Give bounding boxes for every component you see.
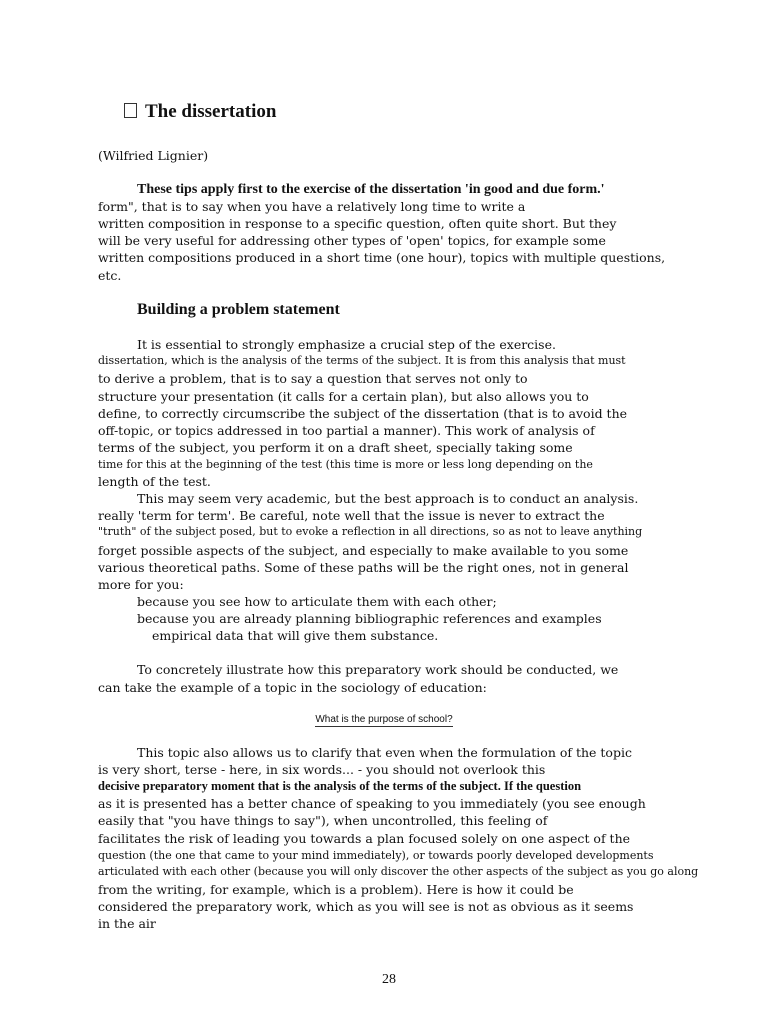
text-line: in the air	[98, 916, 156, 931]
text-line: time for this at the beginning of the test (this time is more or less long depending on the	[98, 458, 593, 471]
text-line: more for you:	[98, 577, 184, 592]
text-line: to derive a problem, that is to say a question that serves not only to	[98, 371, 528, 386]
text-line: is very short, terse - here, in six words... - you should not overlook this	[98, 762, 546, 777]
text-line: various theoretical paths. Some of these paths will be the right ones, not in general	[98, 560, 629, 575]
text-line: can take the example of a topic in the sociology of education:	[98, 680, 487, 695]
page-number: 28	[382, 972, 396, 987]
text-line: "truth" of the subject posed, but to evoke a reflection in all directions, so as not to leave anything	[98, 525, 643, 538]
checkbox-icon	[124, 103, 137, 118]
text-line: written compositions produced in a short time (one hour), topics with multiple questions,	[98, 250, 666, 265]
document-title: The dissertation	[124, 102, 276, 121]
text-line: off-topic, or topics addressed in too partial a manner). This work of analysis of	[98, 423, 595, 438]
text-line: will be very useful for addressing other types of 'open' topics, for example some	[98, 233, 606, 248]
text-line: These tips apply first to the exercise of the dissertation 'in good and due form.'	[137, 182, 605, 197]
text-line: facilitates the risk of leading you towards a plan focused solely on one aspect of the	[98, 831, 631, 846]
text-line: etc.	[98, 268, 122, 283]
topic-caption: What is the purpose of school?	[315, 714, 453, 725]
text-line: decisive preparatory moment that is the analysis of the terms of the subject. If the question	[98, 779, 582, 793]
text-line: from the writing, for example, which is a problem). Here is how it could be	[98, 882, 574, 897]
list-item: empirical data that will give them substance.	[152, 628, 439, 643]
text-line: dissertation, which is the analysis of the terms of the subject. It is from this analysis that must	[98, 354, 626, 367]
text-line: terms of the subject, you perform it on a draft sheet, specially taking some	[98, 440, 573, 455]
section-heading: Building a problem statement	[137, 301, 340, 318]
text-line: easily that "you have things to say"), when uncontrolled, this feeling of	[98, 813, 548, 828]
text-line: define, to correctly circumscribe the subject of the dissertation (that is to avoid the	[98, 406, 628, 421]
text-line: considered the preparatory work, which as you will see is not as obvious as it seems	[98, 899, 634, 914]
text-line: It is essential to strongly emphasize a crucial step of the exercise.	[137, 337, 556, 352]
author-line: (Wilfried Lignier)	[98, 148, 209, 163]
text-line: forget possible aspects of the subject, and especially to make available to you some	[98, 543, 629, 558]
list-item: because you see how to articulate them with each other;	[137, 594, 497, 609]
text-line: length of the test.	[98, 474, 211, 489]
text-line: articulated with each other (because you will only discover the other aspects of the subject as you go along	[98, 865, 699, 878]
text-line: written composition in response to a specific question, often quite short. But they	[98, 216, 617, 231]
text-line: really 'term for term'. Be careful, note well that the issue is never to extract the	[98, 508, 605, 523]
text-line: This topic also allows us to clarify that even when the formulation of the topic	[137, 745, 632, 760]
text-line: This may seem very academic, but the best approach is to conduct an analysis.	[137, 491, 639, 506]
text-line: form", that is to say when you have a relatively long time to write a	[98, 199, 526, 214]
text-line: as it is presented has a better chance of speaking to you immediately (you see enough	[98, 796, 646, 811]
list-item: because you are already planning bibliographic references and examples	[137, 611, 602, 626]
text-line: question (the one that came to your mind immediately), or towards poorly developed developments	[98, 849, 654, 862]
text-line: To concretely illustrate how this preparatory work should be conducted, we	[137, 662, 619, 677]
text-line: structure your presentation (it calls for a certain plan), but also allows you to	[98, 389, 589, 404]
